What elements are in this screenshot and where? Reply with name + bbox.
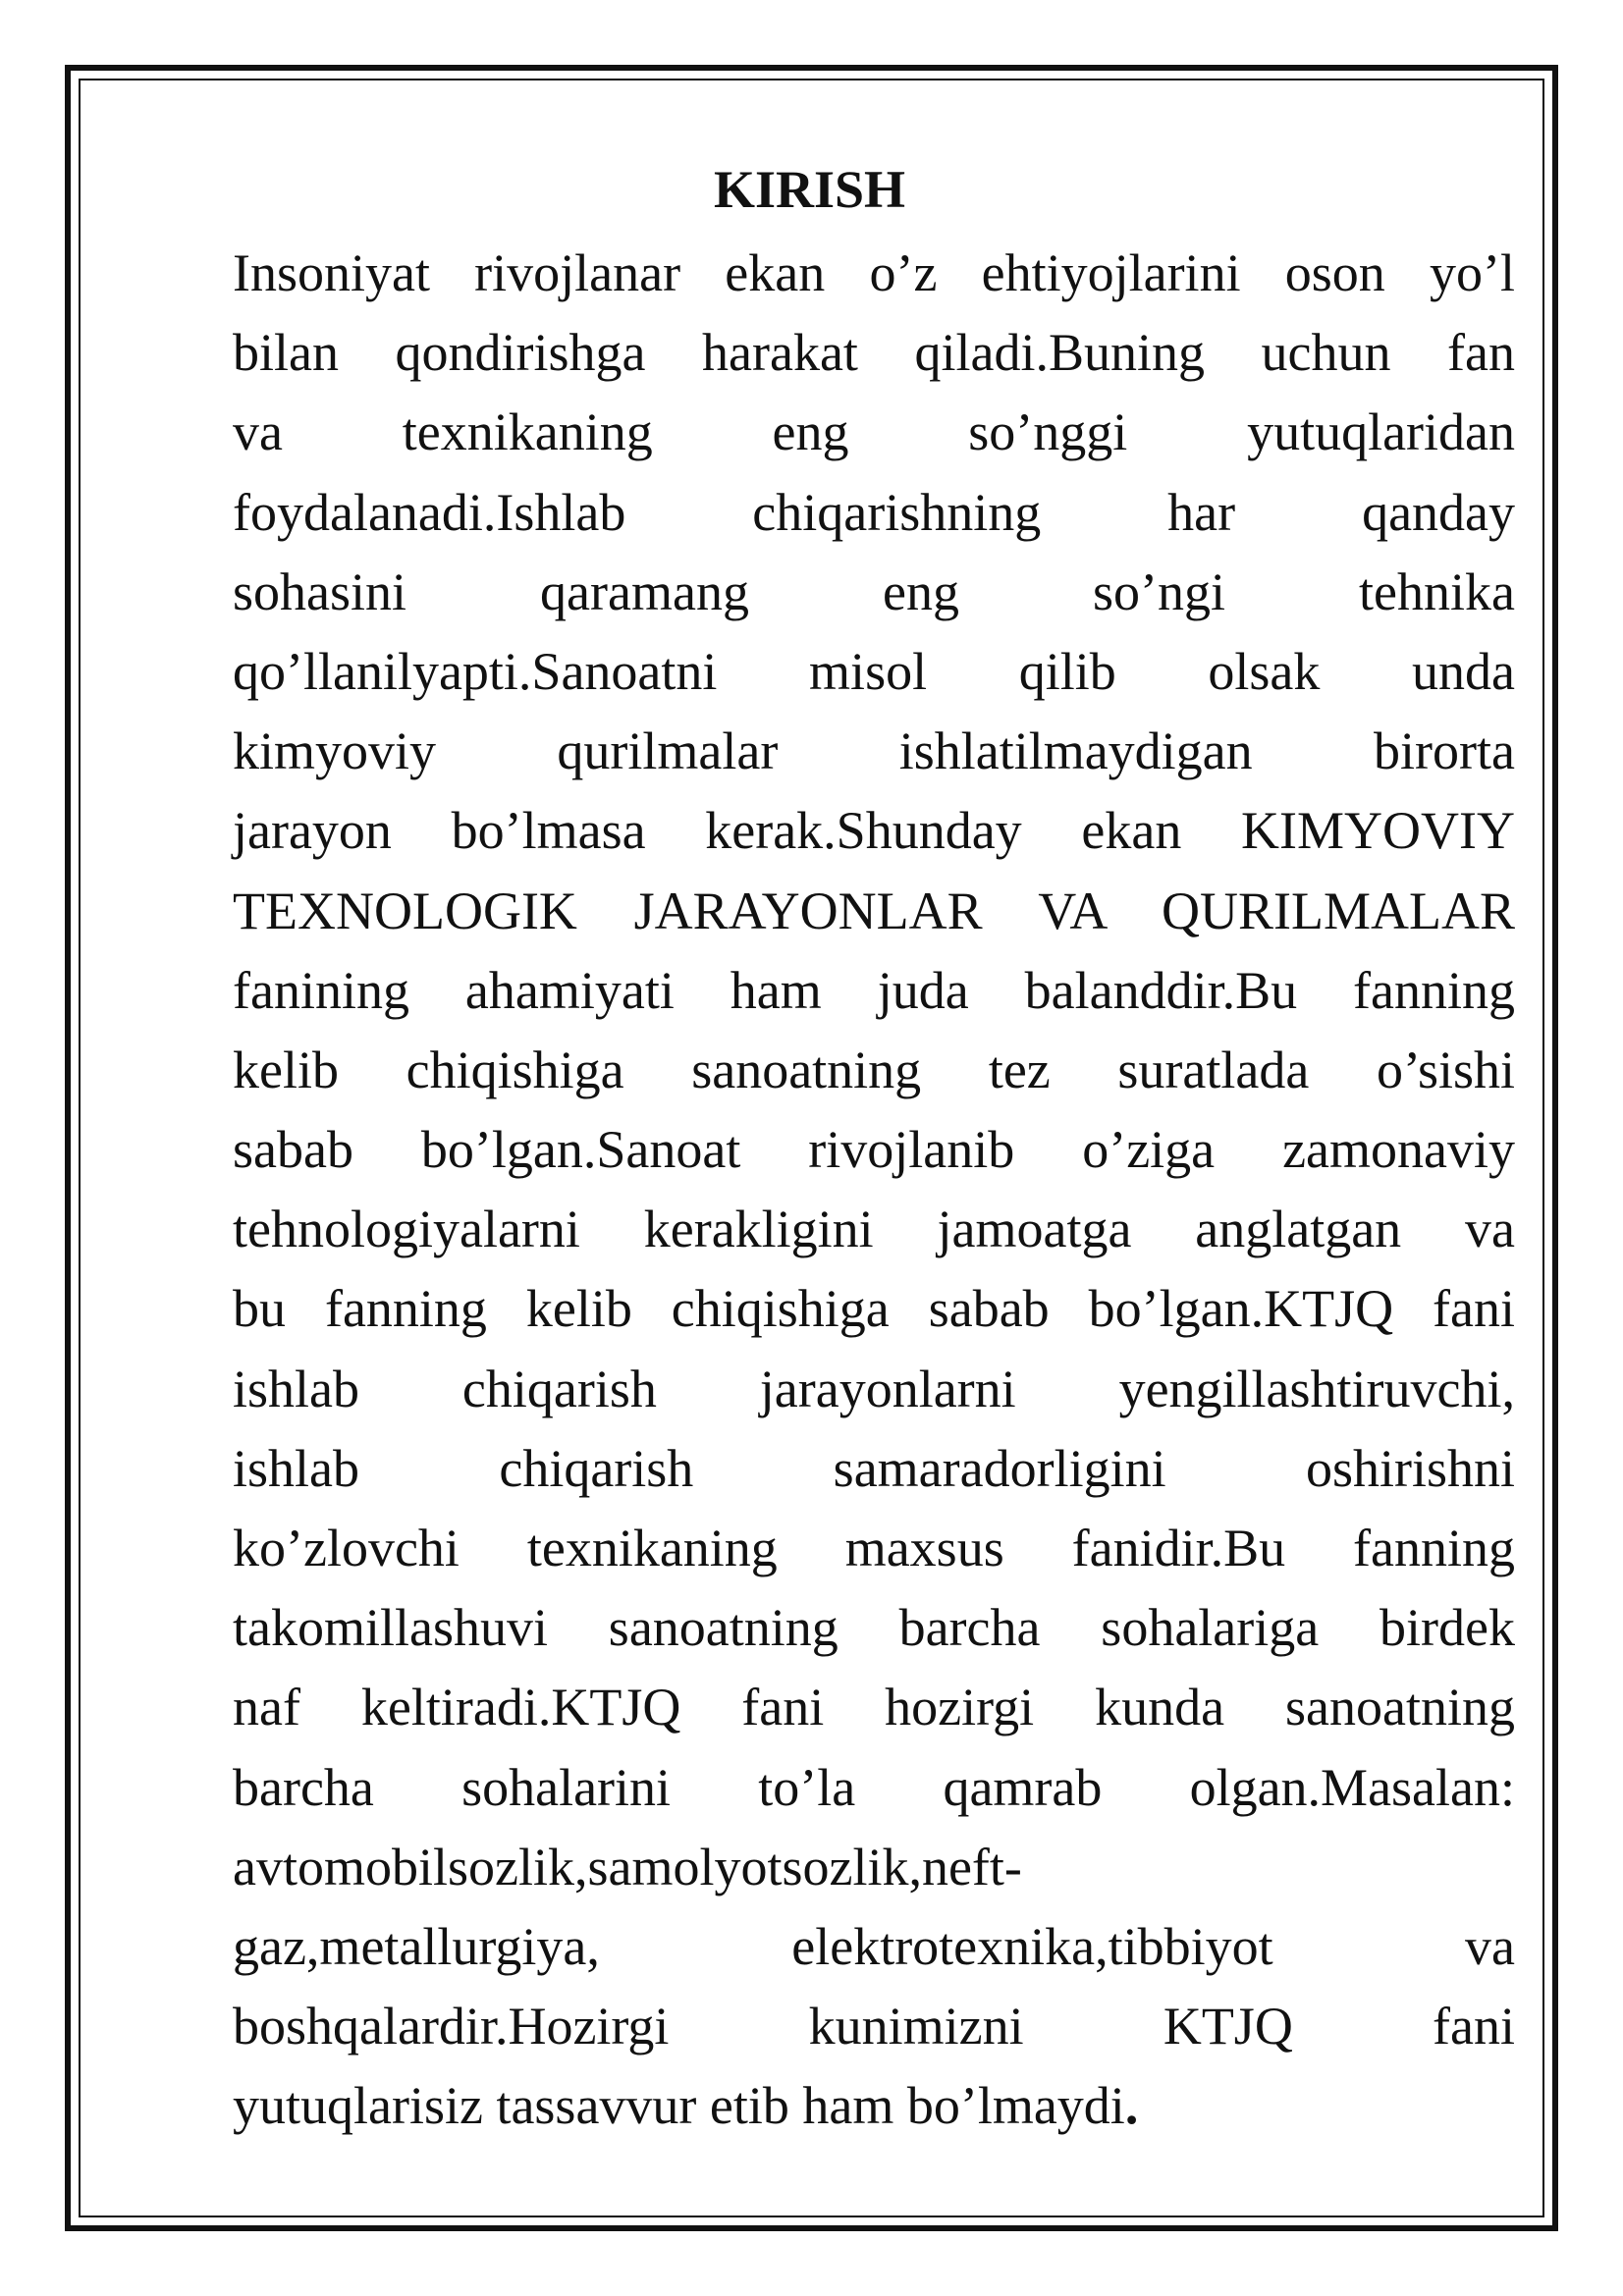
body-line-last [233,2066,1515,2146]
body-line: avtomobilsozlik,samolyotsozlik,neft- [233,1837,1022,1896]
body-line: barcha sohalarini to’la qamrab olgan.Masalan: [233,1757,1515,1817]
body-line: bilan qondirishga harakat qiladi.Buning uchun fan [233,323,1515,383]
body-line: ko’zlovchi texnikaning maxsus fanidir.Bu fanning [233,1519,1515,1577]
body-line: takomillashuvi sanoatning barcha sohalariga birdek [233,1598,1515,1658]
body-line: Insoniyat rivojlanar ekan o’z ehtiyojlarini oson yo’l [233,243,1515,302]
body-final-period: . [1124,2076,1139,2136]
body-line: naf keltiradi.KTJQ fani hozirgi kunda sanoatning [233,1678,1515,1737]
body-line: va texnikaning eng so’nggi yutuqlaridan [233,402,1515,462]
body-line: tehnologiyalarni kerakligini jamoatga anglatgan va [233,1200,1515,1259]
body-line: boshqalardir.Hozirgi kunimizni KTJQ fani [233,1997,1515,2056]
document-body [233,234,1515,2147]
body-line: kelib chiqishiga sanoatning tez suratlada o’sishi [233,1040,1515,1099]
body-line: fanining ahamiyati ham juda balanddir.Bu fanning [233,960,1515,1020]
body-line: sabab bo’lgan.Sanoat rivojlanib o’ziga zamonaviy [233,1120,1515,1180]
body-line: ishlab chiqarish jarayonlarni yengillashtiruvchi, [233,1359,1515,1418]
body-line: jarayon bo’lmasa kerak.Shunday ekan KIMYOVIY [233,801,1515,861]
body-line-last-text: yutuqlarisiz tassavvur etib ham bo’lmaydi [233,2076,1125,2136]
body-line: bu fanning kelib chiqishiga sabab bo’lgan.KTJQ fani [233,1279,1515,1339]
body-line: kimyoviy qurilmalar ishlatilmaydigan birorta [233,721,1515,781]
document-title-text: KIRISH [713,160,906,219]
body-line: sohasini qaramang eng so’ngi tehnika [233,561,1515,621]
body-line: gaz,metallurgiya, elektrotexnika,tibbiyot va [233,1916,1515,1976]
body-line: qo’llanilyapti.Sanoatni misol qilib olsak unda [233,641,1515,701]
body-line: TEXNOLOGIK JARAYONLAR VA QURILMALAR [233,881,1515,940]
body-line: ishlab chiqarish samaradorligini oshirishni [233,1438,1515,1498]
body-line: foydalanadi.Ishlab chiqarishning har qanday [233,482,1515,542]
document-title [0,155,1623,224]
